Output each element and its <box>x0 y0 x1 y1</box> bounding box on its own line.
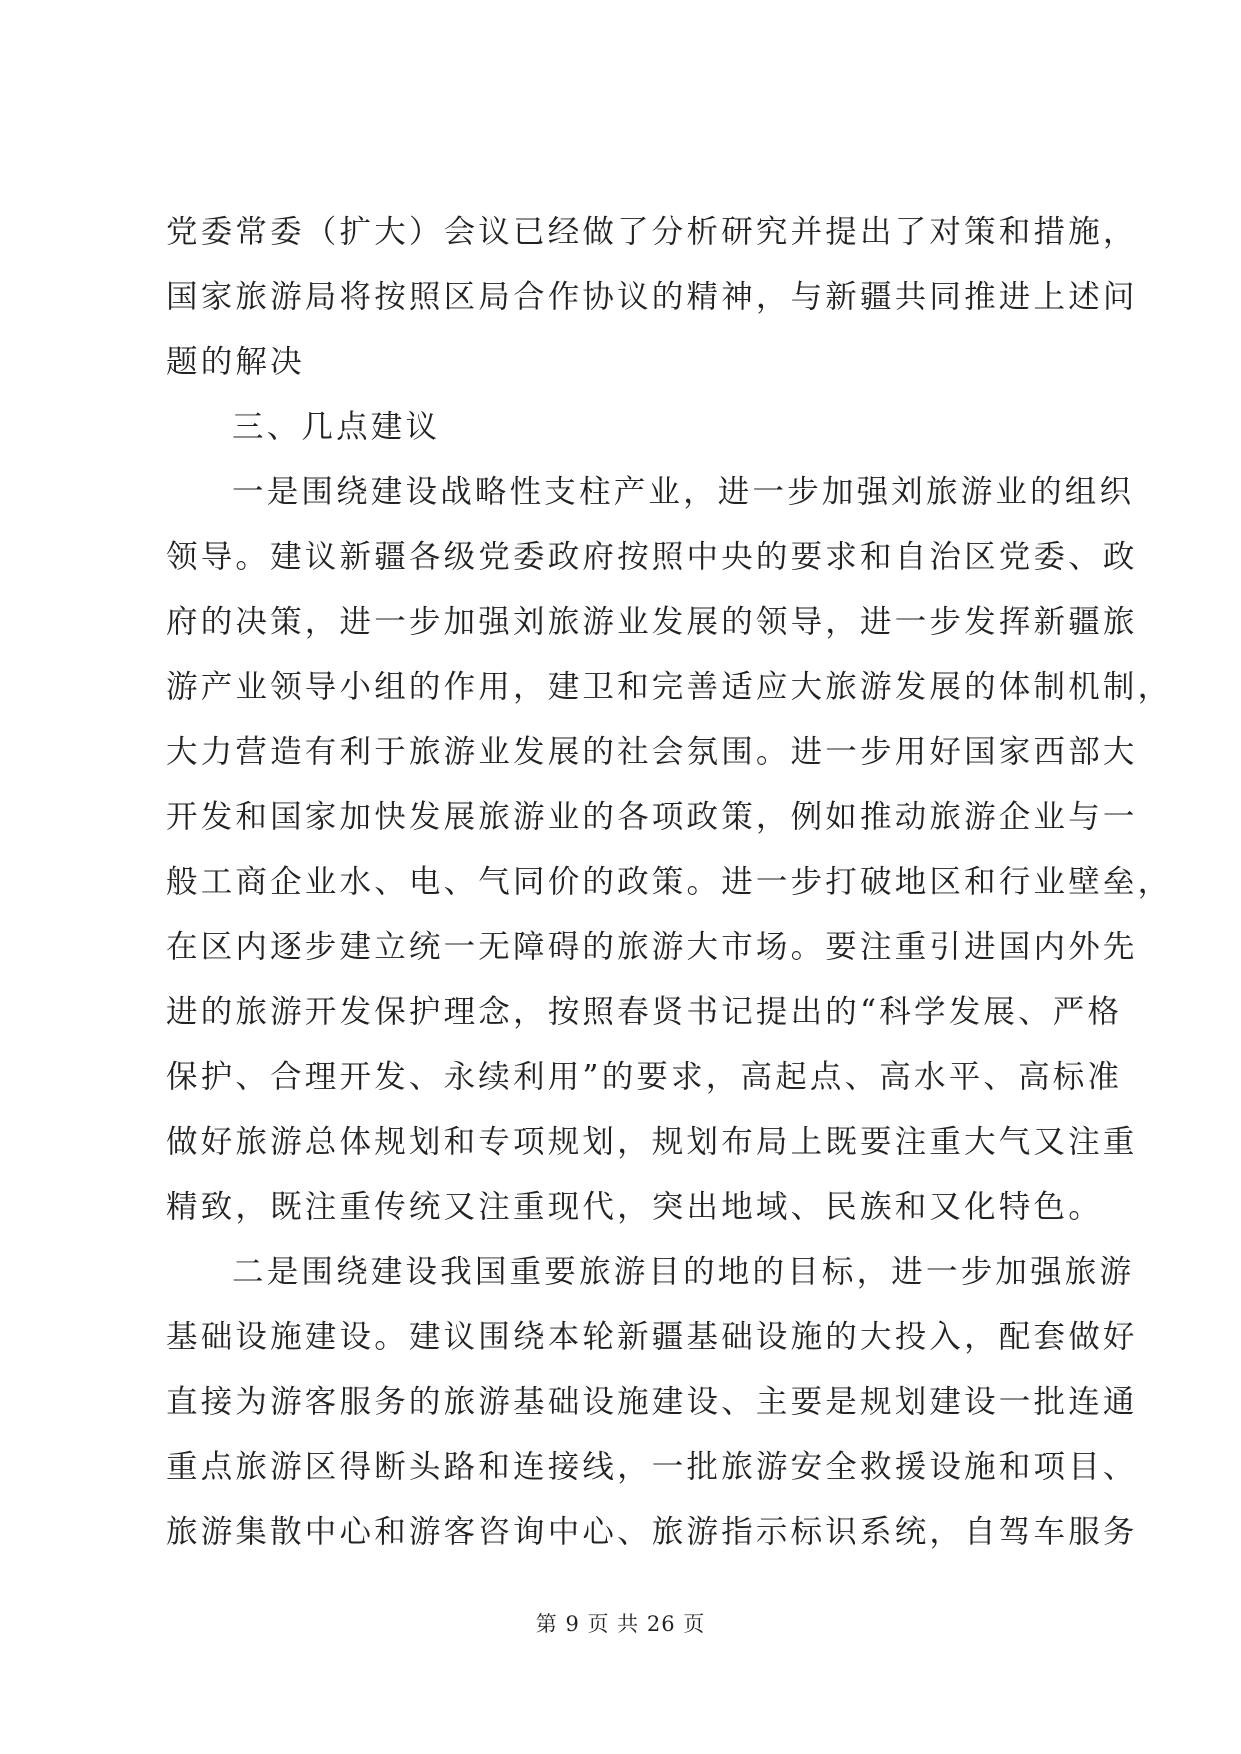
text-line: 做好旅游总体规划和专项规划，规划布局上既要注重大气又注重 <box>166 1124 1138 1160</box>
text-line: 国家旅游局将按照区局合作协议的精神，与新疆共同推进上述问 <box>166 279 1138 315</box>
text-line: 府的决策，进一步加强刘旅游业发展的领导，进一步发挥新疆旅 <box>166 604 1138 640</box>
document-body <box>166 200 1173 1565</box>
text-line: 领导。建议新疆各级党委政府按照中央的要求和自治区党委、政 <box>166 539 1138 575</box>
text-line: 般工商企业水、电、气同价的政策。进一步打破地区和行业壁垒， <box>166 864 1173 900</box>
text-line: 党委常委（扩大）会议已经做了分析研究并提出了对策和措施， <box>166 214 1138 250</box>
text-line: 大力营造有利于旅游业发展的社会氛围。进一步用好国家西部大 <box>166 734 1138 770</box>
text-line: 一是围绕建设战略性支柱产业，进一步加强刘旅游业的组织 <box>232 474 1135 510</box>
text-line: 旅游集散中心和游客咨询中心、旅游指示标识系统，自驾车服务 <box>166 1514 1138 1550</box>
text-line: 在区内逐步建立统一无障碍的旅游大市场。要注重引进国内外先 <box>166 929 1138 965</box>
text-line: 精致，既注重传统又注重现代，突出地域、民族和又化特色。 <box>166 1189 1103 1225</box>
text-line: 二是围绕建设我国重要旅游目的地的目标，进一步加强旅游 <box>232 1254 1135 1290</box>
text-line: 基础设施建设。建议围绕本轮新疆基础设施的大投入，配套做好 <box>166 1319 1138 1355</box>
text-line: 游产业领导小组的作用，建卫和完善适应大旅游发展的体制机制， <box>166 669 1173 705</box>
text-line: 保护、合理开发、永续利用”的要求，高起点、高水平、高标准 <box>166 1059 1123 1095</box>
text-line: 直接为游客服务的旅游基础设施建设、主要是规划建设一批连通 <box>166 1384 1138 1420</box>
section-heading: 三、几点建议 <box>232 409 441 445</box>
text-line: 进的旅游开发保护理念，按照春贤书记提出的“科学发展、严格 <box>166 994 1123 1030</box>
text-line: 重点旅游区得断头路和连接线，一批旅游安全救援设施和项目、 <box>166 1449 1138 1485</box>
text-line: 开发和国家加快发展旅游业的各项政策，例如推动旅游企业与一 <box>166 799 1138 835</box>
page-number-footer: 第 9 页 共 26 页 <box>535 1612 706 1636</box>
text-line: 题的解决 <box>166 344 305 380</box>
